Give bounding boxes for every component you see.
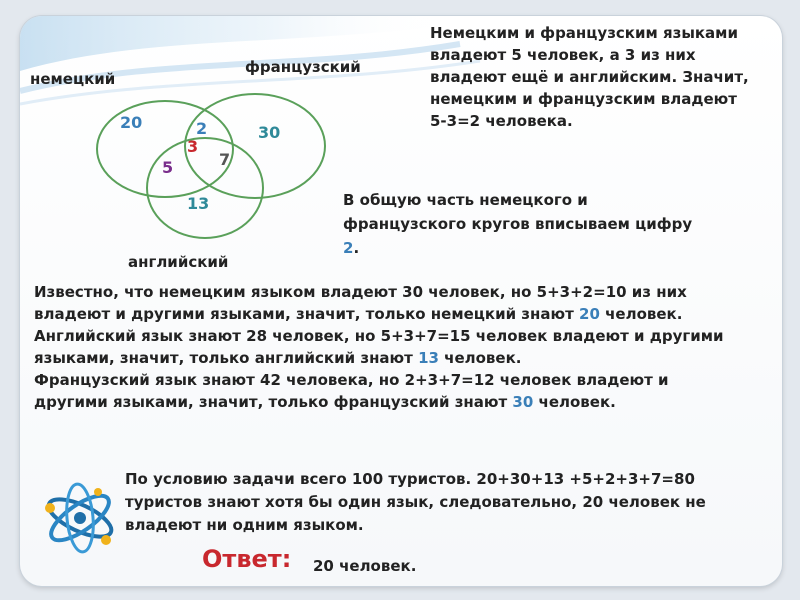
venn-german-english: 5 [162,158,174,177]
explanation-line-2-text: владеют и другими языками, значит, только немецкий знают [34,305,580,323]
box-top-right-line-2: владеют 5 человек, а 3 из них [430,46,696,64]
explanation-line-5: Французский язык знают 42 человека, но 2+3+7=12 человек владеют и [34,371,669,389]
box-middle-line-3 [343,236,692,260]
conclusion-line-3: владеют ни одним языком. [125,516,364,534]
explanation-line-4-text: языками, значит, только английский знают [34,349,419,367]
explanation-line-2 [34,303,723,325]
atom-icon [40,478,120,558]
explanation-french-only-value: 30 [512,393,534,411]
box-top-right [430,22,749,132]
explanation-german-only-value: 20 [579,305,600,323]
conclusion-line-1: По условию задачи всего 100 туристов. 20+30+13 +5+2+3+7=80 [125,470,695,488]
slide-card [20,16,782,586]
venn-french-only: 30 [258,123,281,142]
venn-english-only: 13 [187,194,210,213]
conclusion-line-2: туристов знают хотя бы один язык, следовательно, 20 человек не [125,493,706,511]
explanation-line-4 [34,347,723,369]
explanation-english-only-value: 13 [418,349,439,367]
explanation-line-4-tail: человек. [438,349,522,367]
explanation-line-3: Английский язык знают 28 человек, но 5+3+7=15 человек владеют и другими [34,327,724,345]
explanation-line-6-text: другими языками, значит, только французский знают [34,393,513,411]
explanation-line-2-tail: человек. [599,305,683,323]
box-middle-digit: 2 [343,239,354,257]
label-english: английский [128,253,229,271]
box-middle-period: . [353,239,360,257]
label-german: немецкий [30,70,116,88]
venn-all-three: 3 [187,137,199,156]
box-middle-line-2: французского кругов вписываем цифру [343,215,693,233]
box-top-right-line-5: 5-3=2 человека. [430,112,573,130]
conclusion [125,468,706,537]
answer-value: 20 человек. [313,557,417,575]
box-middle-line-1: В общую часть немецкого и [343,191,588,209]
box-middle [343,188,692,260]
explanation-line-6 [34,391,723,413]
answer-label: Ответ: [202,545,292,573]
venn-german-only: 20 [120,113,143,132]
explanation-line-1: Известно, что немецким языком владеют 30 человек, но 5+3+2=10 из них [34,283,687,301]
explanation-line-6-tail: человек. [533,393,616,411]
label-french: французский [245,58,361,76]
german-circle [97,101,233,197]
box-top-right-line-3: владеют ещё и английским. Значит, [430,68,749,86]
venn-german-french: 2 [196,119,208,138]
venn-french-english: 7 [219,150,231,169]
box-top-right-line-4: немецким и французским владеют [430,90,737,108]
french-circle [185,94,325,198]
box-top-right-line-1: Немецким и французским языками [430,24,738,42]
explanation [34,281,723,413]
